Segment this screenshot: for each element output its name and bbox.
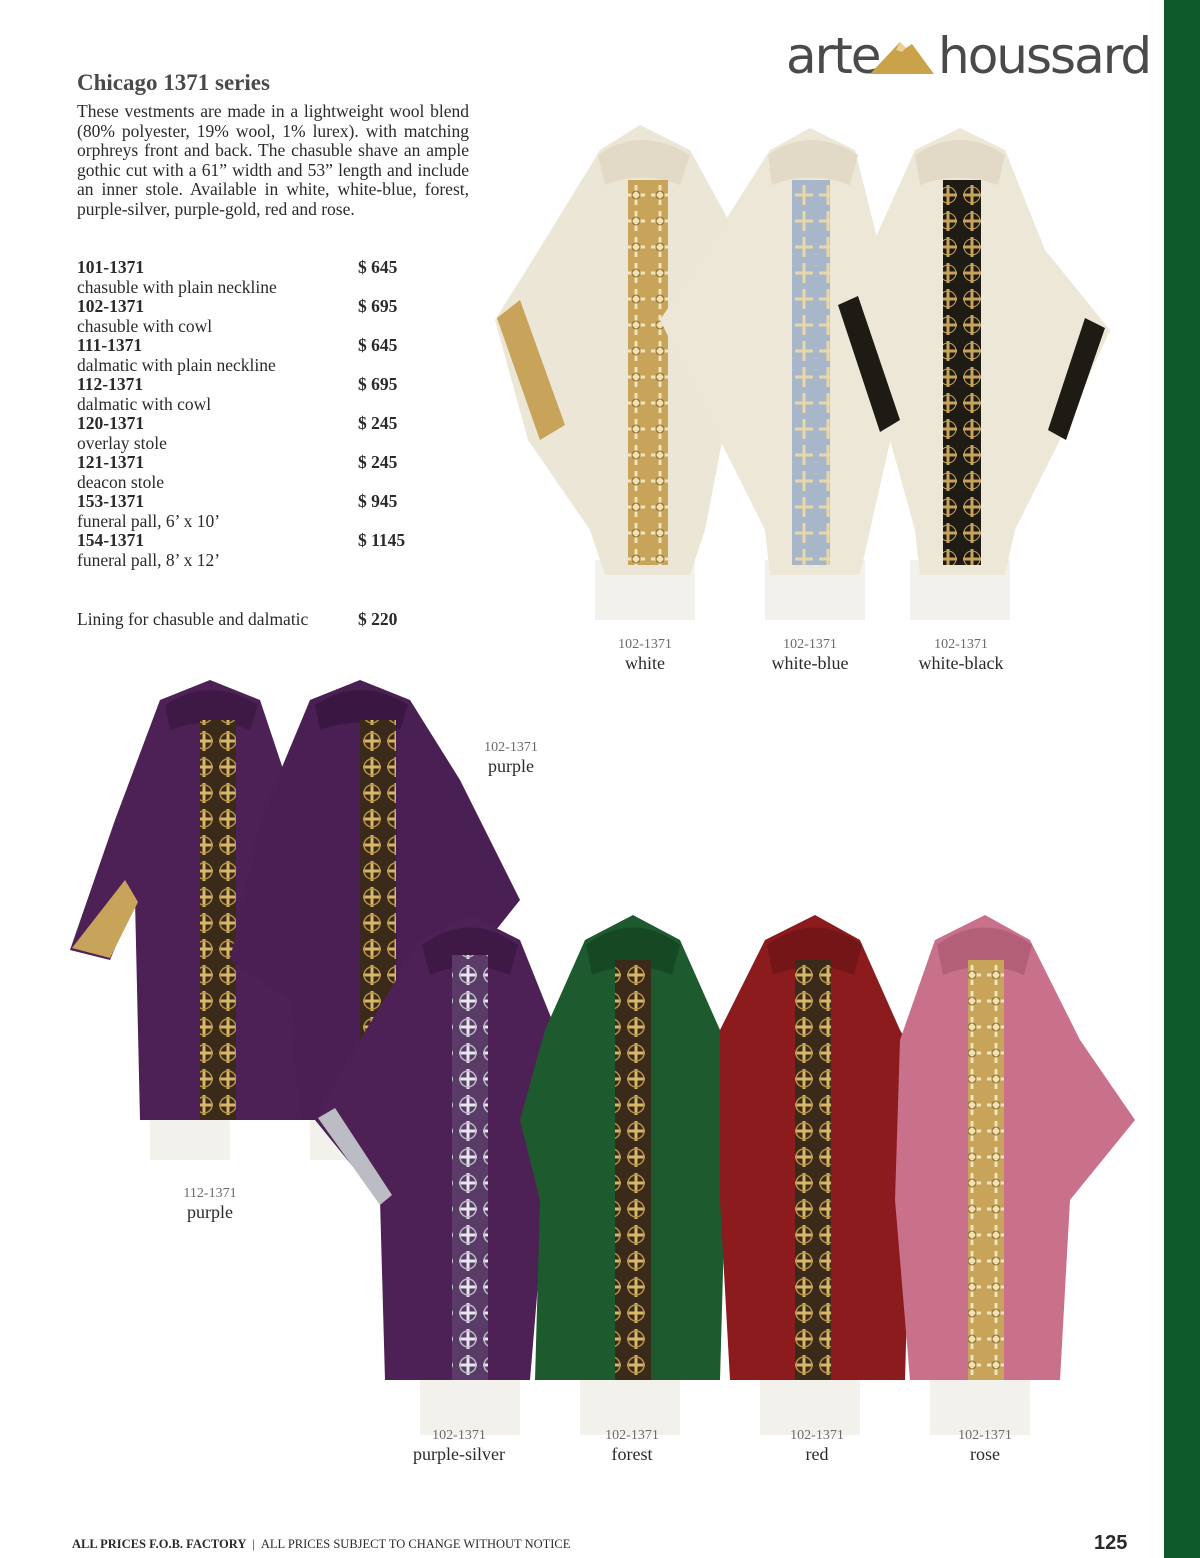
page-title: Chicago 1371 series xyxy=(77,70,270,95)
item-description: dalmatic with cowl xyxy=(77,393,212,414)
footer xyxy=(72,1537,570,1552)
caption-color: white xyxy=(625,653,665,673)
item-description: chasuble with plain neckline xyxy=(77,276,277,297)
caption-color: red xyxy=(805,1444,829,1464)
footer-separator: | xyxy=(252,1537,255,1551)
item-code: 120-1371 xyxy=(77,413,145,433)
caption-purple-chasuble xyxy=(431,740,591,776)
caption-sku: 102-1371 xyxy=(958,1428,1012,1443)
item-code: 101-1371 xyxy=(77,257,145,277)
item-description: funeral pall, 6’ x 10’ xyxy=(77,510,221,531)
caption-red xyxy=(737,1428,897,1464)
vestment-rose xyxy=(895,915,1135,1435)
caption-sku: 102-1371 xyxy=(934,637,988,652)
item-price: $ 945 xyxy=(358,491,398,511)
lining-label: Lining for chasuble and dalmatic xyxy=(77,609,309,629)
item-price: $ 1145 xyxy=(358,530,406,550)
logo-word-houssard: houssard xyxy=(938,27,1151,85)
item-description: deacon stole xyxy=(77,471,164,492)
caption-sku: 102-1371 xyxy=(605,1428,659,1443)
item-description: dalmatic with plain neckline xyxy=(77,354,276,375)
caption-color: rose xyxy=(970,1444,1000,1464)
caption-sku: 102-1371 xyxy=(432,1428,486,1443)
item-code: 112-1371 xyxy=(77,374,144,394)
caption-white-black xyxy=(881,637,1041,673)
caption-sku: 102-1371 xyxy=(484,740,538,755)
caption-color: purple xyxy=(187,1202,233,1222)
item-price: $ 645 xyxy=(358,257,398,277)
item-price: $ 695 xyxy=(358,296,398,316)
item-code: 154-1371 xyxy=(77,530,145,550)
caption-sku: 102-1371 xyxy=(618,637,672,652)
caption-color: purple xyxy=(488,756,534,776)
item-price: $ 645 xyxy=(358,335,398,355)
caption-purple-dalmatic xyxy=(130,1186,290,1222)
item-code: 102-1371 xyxy=(77,296,145,316)
series-description: These vestments are made in a lightweight wool blend (80% polyester, 19% wool, 1% lurex). with matching orphreys front and back. The chasuble shave an ample gothic cut with a 61” width and 53” length and include an inner stole. Available in white, white-blue, forest, purple-silver, purple-gold, red and rose. xyxy=(77,101,469,219)
item-description: overlay stole xyxy=(77,432,167,453)
lining-price: $ 220 xyxy=(358,609,398,629)
item-price: $ 245 xyxy=(358,452,398,472)
item-code: 111-1371 xyxy=(77,335,143,355)
caption-white xyxy=(565,637,725,673)
caption-white-blue xyxy=(730,637,890,673)
caption-sku: 112-1371 xyxy=(183,1186,237,1201)
logo-word-arte: arte xyxy=(786,27,880,85)
item-price: $ 245 xyxy=(358,413,398,433)
item-code: 153-1371 xyxy=(77,491,145,511)
item-price: $ 695 xyxy=(358,374,398,394)
caption-color: white-black xyxy=(918,653,1004,673)
item-description: chasuble with cowl xyxy=(77,315,213,336)
item-description: funeral pall, 8’ x 12’ xyxy=(77,549,221,570)
caption-color: white-blue xyxy=(771,653,849,673)
caption-rose xyxy=(905,1428,1065,1464)
caption-color: forest xyxy=(611,1444,653,1464)
caption-sku: 102-1371 xyxy=(790,1428,844,1443)
footer-notice: ALL PRICES SUBJECT TO CHANGE WITHOUT NOTICE xyxy=(260,1537,571,1551)
footer-fob: ALL PRICES F.O.B. FACTORY xyxy=(72,1537,247,1551)
caption-forest xyxy=(552,1428,712,1464)
item-code: 121-1371 xyxy=(77,452,145,472)
caption-color: purple-silver xyxy=(413,1444,505,1464)
vestment-white-black xyxy=(835,128,1110,620)
caption-sku: 102-1371 xyxy=(783,637,837,652)
page-number: 125 xyxy=(1094,1532,1128,1554)
caption-purple-silver xyxy=(379,1428,539,1464)
